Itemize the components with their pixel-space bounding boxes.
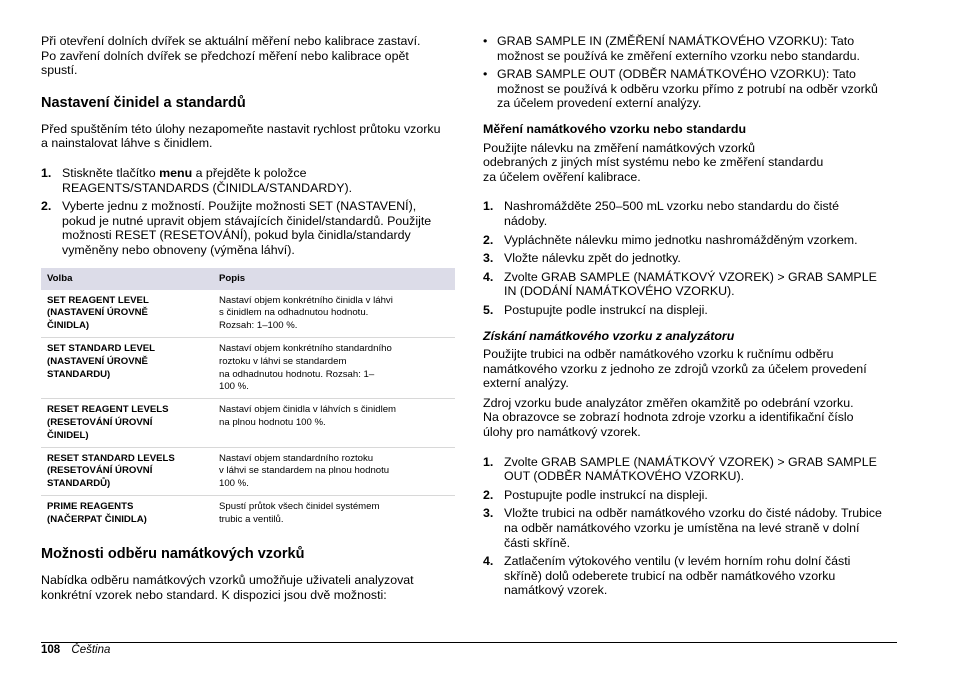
list-item: 4. Zvolte GRAB SAMPLE (NAMÁTKOVÝ VZOREK) > GRAB SAMPLE IN (DODÁNÍ NAMÁTKOVÉHO VZORKU).	[483, 269, 877, 299]
left-column	[41, 0, 455, 603]
reagents-note: Před spuštěním této úlohy nezapomeňte nastavit rychlost průtoku vzorku a nainstalovat láhve s činidlem.	[41, 121, 441, 151]
list-item: 1. Zvolte GRAB SAMPLE (NAMÁTKOVÝ VZOREK) > GRAB SAMPLE OUT (ODBĚR NAMÁTKOVÉHO VZORKU).	[483, 454, 877, 484]
intro-paragraph: Při otevření dolních dvířek se aktuální měření nebo kalibrace zastaví. Po zavření dolních dvířek se předchozí měření nebo kalibrace opět spustí.	[41, 34, 421, 78]
description-cell: Nastaví objem standardního roztoku v láhvi se standardem na plnou hodnotu 100 %.	[213, 447, 455, 495]
list-item: 2. Postupujte podle instrukcí na displeji.	[483, 487, 708, 502]
sampling-options-list	[483, 34, 897, 111]
sampling-paragraph: Nabídka odběru namátkových vzorků umožňuje uživateli analyzovat konkrétní vzorek nebo standard. K dispozici jsou dvě možnosti:	[41, 573, 414, 603]
description-cell: Spustí průtok všech činidel systémem trubic a ventilů.	[219, 500, 380, 525]
options-table	[41, 268, 455, 531]
reagents-steps	[41, 166, 455, 258]
list-item: 1. Stiskněte tlačítko menu a přejděte k položce REAGENTS/STANDARDS (ČINIDLA/STANDARDY).	[41, 165, 353, 195]
description-cell: Nastaví objem konkrétního standardního roztoku v láhvi se standardem na odhadnutou hodnotu. Rozsah: 1– 100 %.	[213, 337, 455, 398]
table-row	[41, 447, 455, 495]
list-item: 2. Vyberte jednu z možností. Použijte možnosti SET (NASTAVENÍ), pokud je nutné upravit objem stávajících činidel/standardů. Použijte možnosti RESET (RESETOVÁNÍ), pokud byla činidla/standardy vyměněny nebo obnoveny (výměna láhví).	[41, 199, 432, 257]
list-item: 2. Vypláchněte nálevku mimo jednotku nashromážděným vzorkem.	[483, 232, 858, 247]
list-item: • GRAB SAMPLE IN (ZMĚŘENÍ NAMÁTKOVÉHO VZORKU): Tato možnost se používá ke změření externího vzorku nebo standardu.	[483, 34, 860, 63]
obtain-paragraph-2: Zdroj vzorku bude analyzátor změřen okamžitě po odebrání vzorku. Na obrazovce se zobrazí hodnota zdroje vzorku a identifikační číslo úlohy pro namátkový vzorek.	[483, 395, 854, 440]
obtain-heading: Získání namátkového vzorku z analyzátoru	[483, 328, 735, 343]
page-number: 108	[41, 644, 61, 656]
table-header-description: Popis	[213, 268, 455, 290]
option-cell: SET STANDARD LEVEL (NASTAVENÍ ÚROVNĚ STANDARDU)	[41, 337, 213, 398]
description-cell: Nastaví objem činidla v láhvích s činidlem na plnou hodnotu 100 %.	[213, 399, 455, 447]
description-cell: Nastaví objem konkrétního činidla v láhvi s činidlem na odhadnutou hodnotu. Rozsah: 1–100 %.	[213, 290, 455, 338]
table-header-option: Volba	[41, 268, 213, 290]
sampling-heading: Možnosti odběru namátkových vzorků	[41, 546, 305, 563]
measure-steps	[483, 199, 897, 317]
footer-divider	[41, 642, 897, 643]
table-row	[41, 495, 455, 530]
page-footer	[41, 644, 110, 656]
option-cell: SET REAGENT LEVEL (NASTAVENÍ ÚROVNĚ ČINIDLA)	[41, 290, 213, 338]
list-item: • GRAB SAMPLE OUT (ODBĚR NAMÁTKOVÉHO VZORKU): Tato možnost se používá k odběru vzorku přímo z potrubí na odběr vzorků za účelem provedení externí analýzy.	[483, 67, 878, 111]
list-item: 3. Vložte trubici na odběr namátkového vzorku do čisté nádoby. Trubice na odběr namátkového vzorku je umístěna na levé straně v dolní části skříně.	[483, 506, 882, 550]
option-cell: PRIME REAGENTS (NAČERPAT ČINIDLA)	[47, 500, 147, 525]
option-cell: RESET REAGENT LEVELS (RESETOVÁNÍ ÚROVNÍ ČINIDEL)	[41, 399, 213, 447]
table-row	[41, 290, 455, 338]
table-row	[41, 337, 455, 398]
reagents-heading: Nastavení činidel a standardů	[41, 94, 246, 111]
measure-heading: Měření namátkového vzorku nebo standardu	[483, 121, 747, 136]
page-language: Čeština	[71, 644, 111, 656]
right-column	[483, 0, 897, 598]
list-item: 5. Postupujte podle instrukcí na displeji.	[483, 302, 708, 317]
menu-keyword: menu	[159, 165, 193, 180]
measure-paragraph: Použijte nálevku na změření namátkových vzorků odebraných z jiných míst systému nebo ke změření standardu za účelem ověření kalibrace.	[483, 140, 824, 184]
table-row	[41, 399, 455, 447]
obtain-steps	[483, 455, 897, 598]
list-item: 3. Vložte nálevku zpět do jednotky.	[483, 251, 681, 266]
list-item: 1. Nashromážděte 250–500 mL vzorku nebo standardu do čisté nádoby.	[483, 199, 839, 228]
list-item: 4. Zatlačením výtokového ventilu (v levém horním rohu dolní části skříně) dolů odeberete trubicí na odběr namátkového vzorku namátkový vzorek.	[483, 554, 851, 598]
option-cell: RESET STANDARD LEVELS (RESETOVÁNÍ ÚROVNÍ STANDARDŮ)	[41, 447, 213, 495]
obtain-paragraph: Použijte trubici na odběr namátkového vzorku k ručnímu odběru namátkového vzorku z jednoho ze zdrojů vzorků za účelem provedení externí analýzy.	[483, 347, 867, 391]
